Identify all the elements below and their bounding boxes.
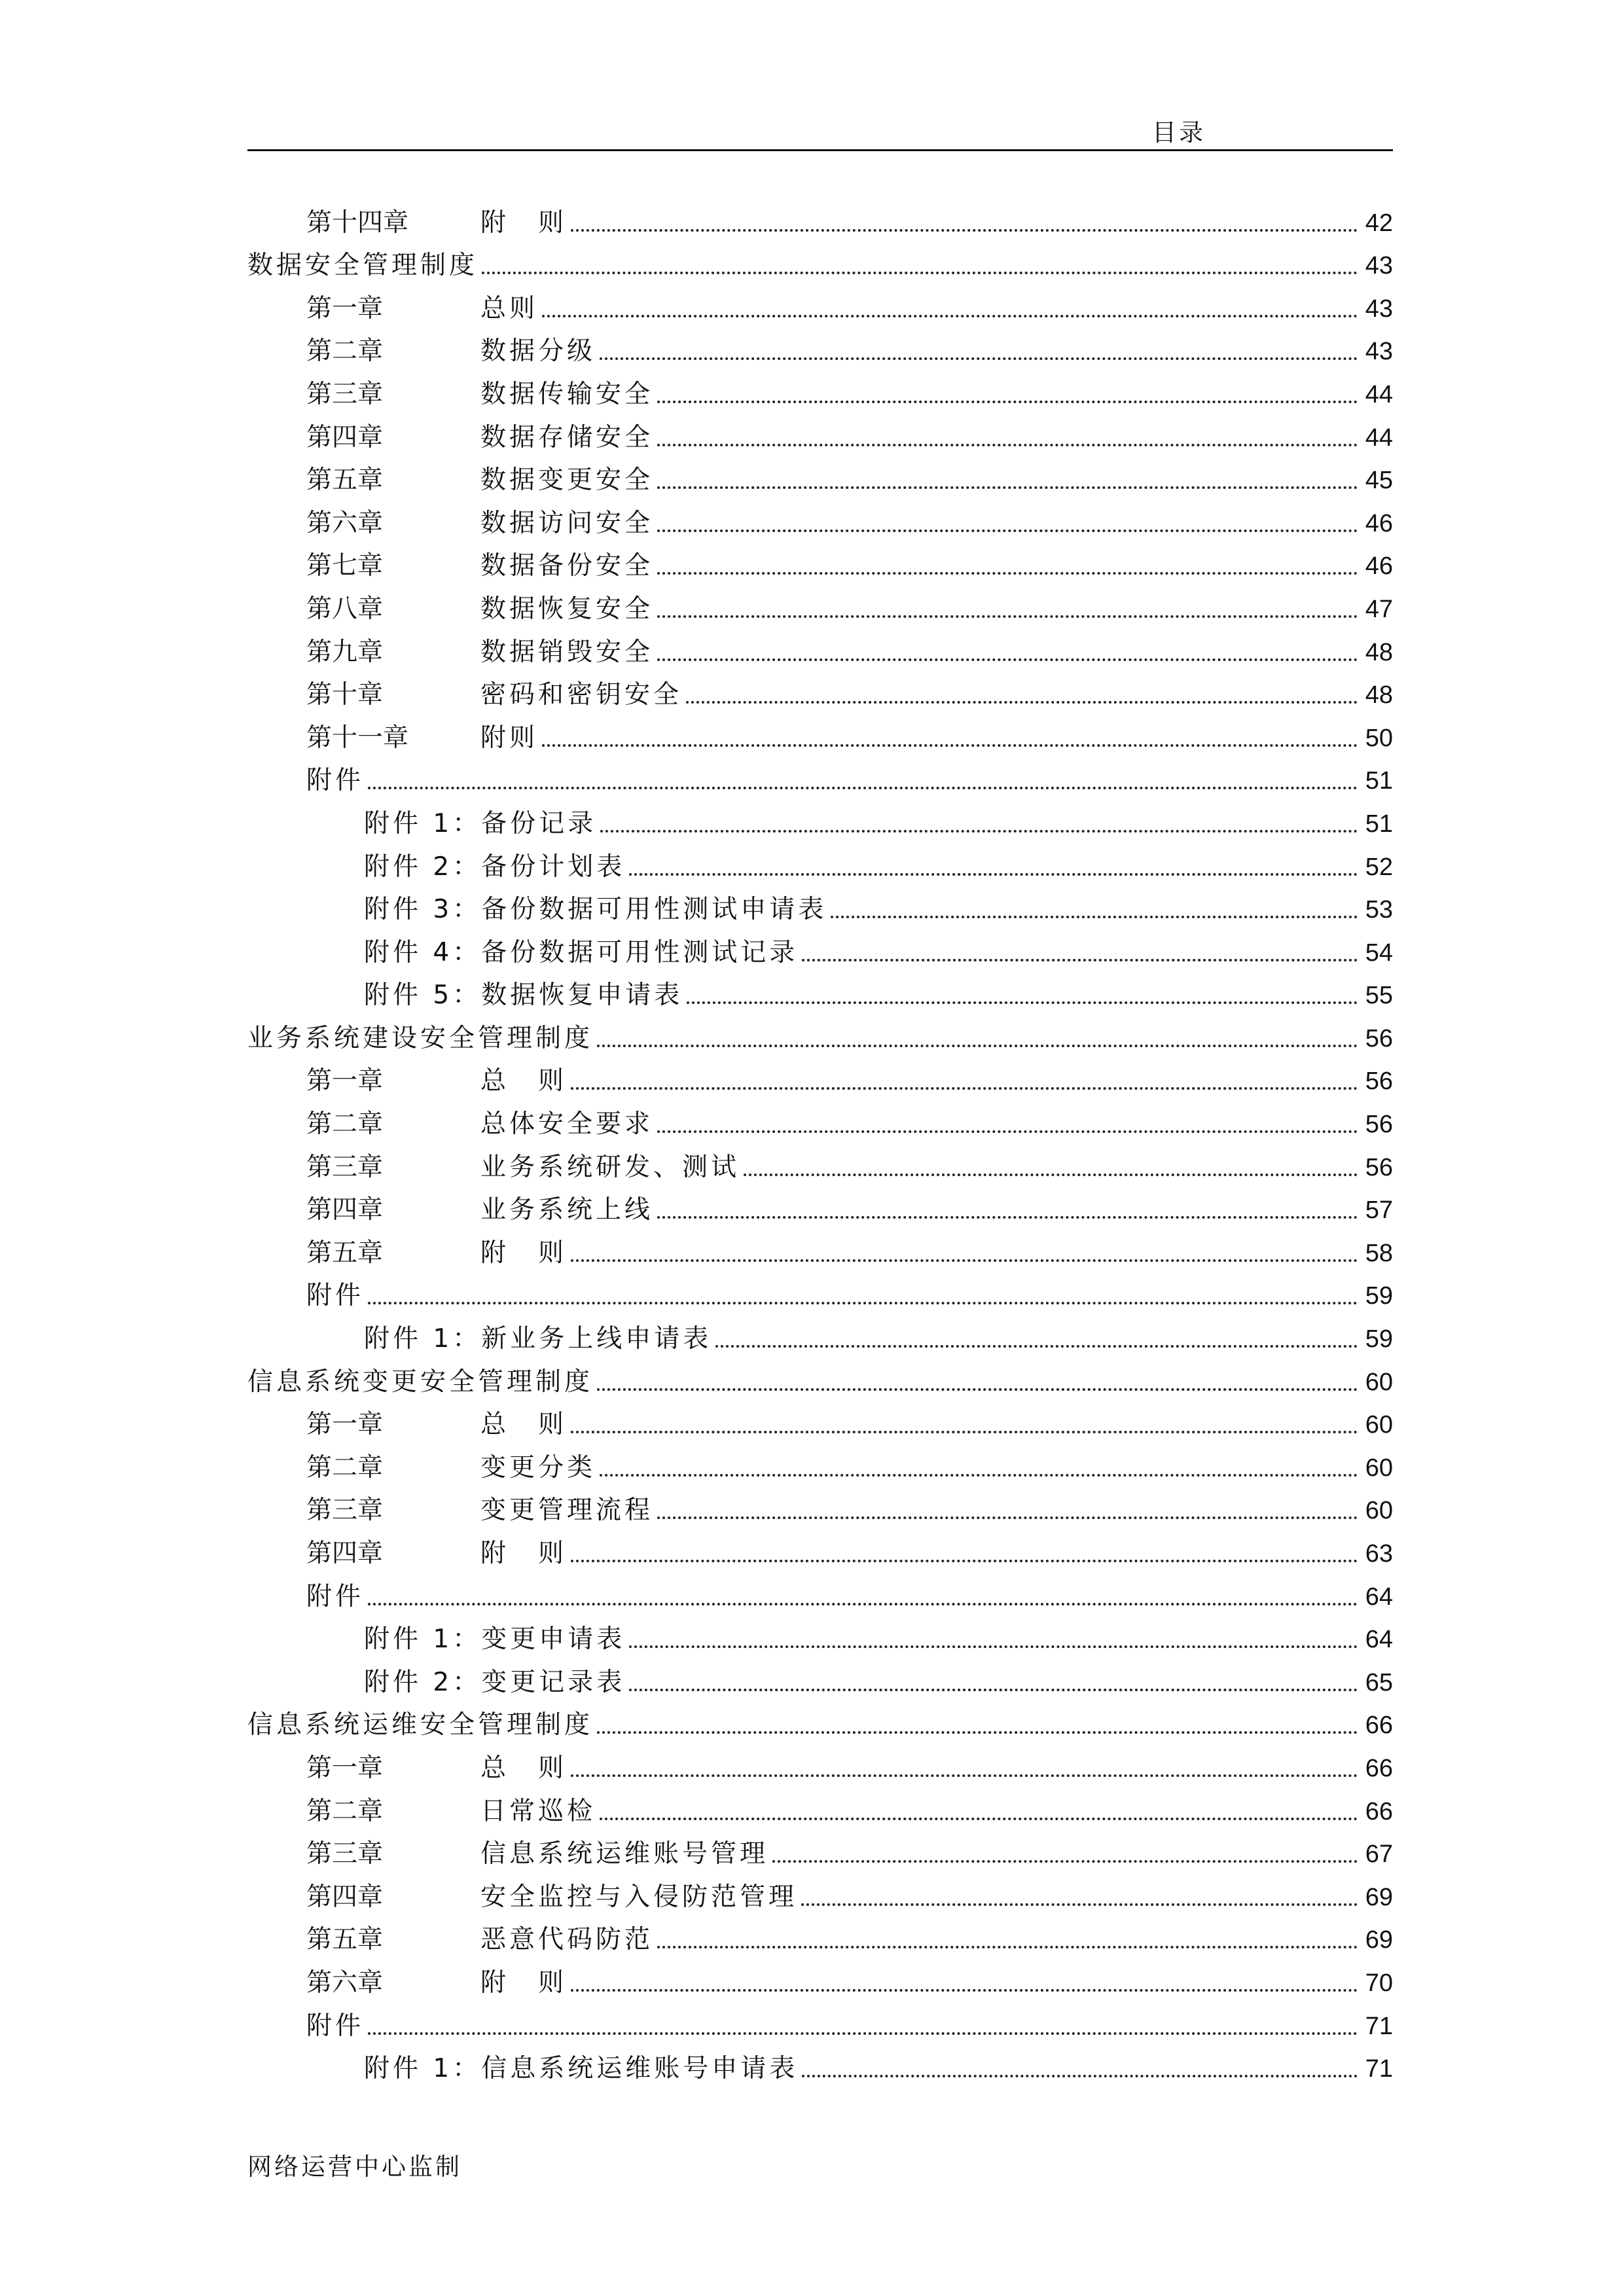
toc-entry[interactable] (247, 713, 1393, 756)
toc-entry-title: 数据销毁安全 (480, 637, 654, 667)
toc-entry[interactable] (247, 842, 1393, 885)
toc-entry-title: 业务系统上线 (480, 1195, 654, 1225)
toc-page-number: 64 (1365, 1583, 1393, 1611)
toc-entry-title: 数据变更安全 (480, 465, 654, 495)
toc-dot-leader (542, 315, 1358, 317)
toc-page-number: 56 (1365, 1024, 1393, 1052)
toc-entry-title: 数据存储安全 (480, 422, 654, 452)
toc-dot-leader (831, 916, 1358, 918)
toc-page-number: 66 (1365, 1754, 1393, 1782)
toc-entry-title: 数据分级 (480, 336, 596, 367)
toc-page-number: 43 (1365, 252, 1393, 280)
toc-entry-title: 密码和密钥安全 (480, 680, 683, 710)
toc-dot-leader (571, 1774, 1358, 1777)
toc-dot-leader (571, 1259, 1358, 1262)
toc-chapter-number: 第十四章 (306, 207, 409, 238)
toc-page-number: 63 (1365, 1540, 1393, 1568)
toc-dot-leader (657, 1516, 1358, 1519)
toc-entry[interactable] (247, 1357, 1393, 1400)
toc-entry-label (364, 892, 827, 927)
toc-dot-leader (687, 1001, 1358, 1004)
toc-entry-label (364, 806, 596, 842)
toc-page-number: 43 (1365, 295, 1393, 323)
toc-entry-label (306, 548, 653, 584)
toc-dot-leader (571, 1431, 1358, 1433)
toc-entry-title: 附则 (480, 723, 539, 753)
toc-entry[interactable] (247, 412, 1393, 456)
toc-entry-title: 数据备份安全 (480, 551, 654, 581)
toc-entry-label (306, 291, 538, 327)
toc-entry-title: 业务系统研发、测试 (480, 1152, 740, 1182)
toc-page-number: 59 (1365, 1282, 1393, 1310)
toc-entry[interactable] (247, 498, 1393, 541)
toc-entry-label (306, 1450, 596, 1486)
toc-entry-title: 附件 3：备份数据可用性测试申请表 (364, 895, 827, 925)
toc-entry-title: 恶意代码防范 (480, 1925, 654, 1955)
toc-chapter-number: 第五章 (306, 1238, 384, 1268)
toc-dot-leader (802, 959, 1358, 961)
toc-entry-label (364, 978, 683, 1013)
toc-page-number: 65 (1365, 1668, 1393, 1696)
toc-page-number: 69 (1365, 1883, 1393, 1911)
toc-dot-leader (571, 1087, 1358, 1090)
toc-entry-label (306, 763, 364, 798)
toc-entry-label (306, 1493, 653, 1528)
toc-entry-title: 附件 2：变更记录表 (364, 1667, 626, 1697)
toc-entry-title: 附件 (306, 766, 365, 796)
toc-chapter-number: 第二章 (306, 336, 384, 367)
toc-chapter-number: 第一章 (306, 1410, 384, 1440)
toc-entry-label (306, 420, 653, 456)
toc-entry[interactable] (247, 1958, 1393, 2001)
toc-entry-title: 总体安全要求 (480, 1109, 654, 1139)
toc-dot-leader (629, 873, 1358, 876)
toc-chapter-number: 第六章 (306, 1967, 384, 1998)
toc-entry-label (306, 1193, 653, 1228)
toc-entry[interactable] (247, 241, 1393, 284)
toc-chapter-number: 第四章 (306, 1539, 384, 1568)
toc-dot-leader (368, 787, 1358, 789)
toc-entry-label (306, 1794, 596, 1829)
toc-entry-title: 数据恢复安全 (480, 594, 654, 624)
toc-entry-label (306, 206, 567, 241)
toc-entry-title: 安全监控与入侵防范管理 (480, 1882, 798, 1912)
toc-page-number: 69 (1365, 1926, 1393, 1954)
toc-entry-title: 附件 (306, 1581, 365, 1611)
toc-dot-leader (657, 444, 1358, 446)
toc-entry-title: 数据安全管理制度 (247, 251, 478, 281)
toc-chapter-number: 第七章 (306, 551, 384, 581)
toc-entry[interactable] (247, 541, 1393, 584)
toc-entry-title: 附 则 (480, 1967, 568, 1998)
toc-page-number: 52 (1365, 853, 1393, 881)
toc-entry[interactable] (247, 1314, 1393, 1357)
toc-entry-label (364, 850, 625, 885)
table-of-contents (247, 198, 1393, 2087)
toc-entry[interactable] (247, 1228, 1393, 1271)
toc-entry-label (306, 377, 653, 412)
toc-entry[interactable] (247, 2001, 1393, 2044)
toc-entry-title: 附件 1：新业务上线申请表 (364, 1324, 712, 1354)
toc-dot-leader (368, 2032, 1358, 2035)
toc-entry-title: 总则 (480, 293, 539, 323)
toc-entry-title: 附件 1：信息系统运维账号申请表 (364, 2054, 799, 2084)
toc-page-number: 56 (1365, 1153, 1393, 1181)
toc-entry[interactable] (247, 1443, 1393, 1486)
toc-entry-label (306, 677, 682, 713)
toc-entry-label (306, 592, 653, 627)
toc-entry[interactable] (247, 584, 1393, 627)
toc-entry-label (364, 2051, 798, 2087)
toc-chapter-number: 第四章 (306, 1882, 384, 1912)
toc-entry[interactable] (247, 971, 1393, 1014)
toc-chapter-number: 第三章 (306, 1839, 384, 1869)
toc-page-number: 66 (1365, 1797, 1393, 1825)
toc-entry-title: 附件 (306, 1281, 365, 1311)
toc-page-number: 51 (1365, 767, 1393, 795)
toc-dot-leader (597, 1388, 1358, 1391)
toc-chapter-number: 第四章 (306, 422, 384, 452)
toc-dot-leader (657, 1216, 1358, 1219)
toc-entry[interactable] (247, 1142, 1393, 1185)
toc-dot-leader (657, 1130, 1358, 1133)
header-divider (247, 149, 1393, 151)
toc-page-number: 56 (1365, 1067, 1393, 1096)
toc-entry[interactable] (247, 198, 1393, 241)
toc-entry[interactable] (247, 1185, 1393, 1229)
toc-entry-title: 数据访问安全 (480, 508, 654, 538)
toc-entry-label (306, 1965, 567, 2001)
toc-page-number: 55 (1365, 982, 1393, 1010)
toc-chapter-number: 第五章 (306, 1925, 384, 1955)
toc-dot-leader (597, 1731, 1358, 1734)
toc-entry[interactable] (247, 2044, 1393, 2087)
toc-chapter-number: 第三章 (306, 1496, 384, 1526)
toc-page-number: 53 (1365, 896, 1393, 924)
toc-page-number: 60 (1365, 1454, 1393, 1482)
toc-page-number: 43 (1365, 338, 1393, 366)
toc-entry[interactable] (247, 756, 1393, 799)
toc-entry-label (306, 721, 538, 756)
toc-entry[interactable] (247, 627, 1393, 670)
toc-dot-leader (482, 272, 1358, 274)
toc-entry[interactable] (247, 1400, 1393, 1443)
toc-page-number: 60 (1365, 1368, 1393, 1396)
toc-dot-leader (368, 1302, 1358, 1304)
toc-dot-leader (629, 1689, 1358, 1691)
page-header-title: 目录 (1152, 118, 1206, 147)
toc-entry-title: 总 则 (480, 1753, 568, 1783)
toc-entry-title: 附件 1：变更申请表 (364, 1624, 626, 1655)
toc-page-number: 64 (1365, 1626, 1393, 1654)
toc-dot-leader (657, 401, 1358, 403)
toc-entry-title: 附件 (306, 2011, 365, 2041)
toc-page-number: 45 (1365, 467, 1393, 495)
toc-entry-title: 总 则 (480, 1066, 568, 1096)
toc-entry-label (306, 1579, 364, 1615)
toc-chapter-number: 第三章 (306, 379, 384, 409)
toc-entry[interactable] (247, 670, 1393, 713)
toc-chapter-number: 第六章 (306, 508, 384, 538)
toc-dot-leader (571, 1560, 1358, 1562)
toc-page-number: 60 (1365, 1411, 1393, 1439)
toc-chapter-number: 第三章 (306, 1152, 384, 1182)
toc-entry-label (306, 1150, 740, 1185)
toc-entry-label (247, 1708, 593, 1743)
toc-chapter-number: 第一章 (306, 1066, 384, 1096)
toc-dot-leader (657, 658, 1358, 661)
toc-entry-title: 变更管理流程 (480, 1496, 654, 1526)
toc-entry-title: 附件 1：备份记录 (364, 808, 597, 838)
toc-page-number: 42 (1365, 209, 1393, 237)
toc-page-number: 54 (1365, 939, 1393, 967)
toc-entry[interactable] (247, 1615, 1393, 1658)
toc-page-number: 57 (1365, 1196, 1393, 1225)
toc-dot-leader (600, 830, 1358, 833)
toc-entry-label (306, 1107, 653, 1142)
toc-dot-leader (657, 529, 1358, 532)
toc-entry[interactable] (247, 1872, 1393, 1915)
toc-entry[interactable] (247, 1829, 1393, 1873)
toc-chapter-number: 第二章 (306, 1109, 384, 1139)
toc-entry-title: 附件 2：备份计划表 (364, 852, 626, 882)
toc-entry-title: 附 则 (480, 1238, 568, 1268)
toc-entry-title: 数据传输安全 (480, 379, 654, 409)
toc-entry-title: 附 则 (480, 207, 568, 238)
toc-entry[interactable] (247, 369, 1393, 412)
toc-entry-label (306, 506, 653, 541)
toc-entry-title: 附件 5：数据恢复申请表 (364, 980, 683, 1011)
toc-chapter-number: 第一章 (306, 293, 384, 323)
toc-entry-title: 业务系统建设安全管理制度 (247, 1023, 594, 1053)
toc-entry[interactable] (247, 1099, 1393, 1142)
toc-entry[interactable] (247, 1700, 1393, 1744)
toc-page-number: 48 (1365, 681, 1393, 709)
toc-dot-leader (571, 229, 1358, 232)
toc-entry-title: 总 则 (480, 1410, 568, 1440)
toc-dot-leader (686, 701, 1358, 704)
toc-entry-label (247, 1365, 593, 1400)
toc-chapter-number: 第二章 (306, 1796, 384, 1826)
toc-page-number: 50 (1365, 724, 1393, 752)
toc-dot-leader (801, 1903, 1358, 1906)
toc-dot-leader (600, 1818, 1358, 1820)
toc-chapter-number: 第十章 (306, 680, 384, 710)
toc-page-number: 71 (1365, 2055, 1393, 2083)
toc-entry-title: 信息系统运维安全管理制度 (247, 1710, 594, 1740)
toc-entry-title: 信息系统变更安全管理制度 (247, 1367, 594, 1397)
toc-entry-label (306, 635, 653, 670)
toc-entry[interactable] (247, 798, 1393, 842)
toc-entry[interactable] (247, 1056, 1393, 1100)
toc-entry-label (306, 1922, 653, 1958)
toc-entry-label (306, 1880, 797, 1915)
toc-entry-title: 变更分类 (480, 1452, 596, 1482)
toc-entry[interactable] (247, 1486, 1393, 1529)
toc-page-number: 58 (1365, 1239, 1393, 1267)
toc-entry-label (306, 2009, 364, 2044)
toc-dot-leader (715, 1345, 1358, 1348)
toc-entry-title: 信息系统运维账号管理 (480, 1839, 769, 1869)
toc-entry-label (247, 248, 478, 283)
toc-dot-leader (657, 572, 1358, 575)
toc-entry-title: 附件 4：备份数据可用性测试记录 (364, 937, 799, 967)
toc-entry[interactable] (247, 885, 1393, 928)
toc-page-number: 66 (1365, 1712, 1393, 1740)
toc-entry[interactable] (247, 1657, 1393, 1700)
toc-entry[interactable] (247, 1743, 1393, 1786)
toc-page-number: 60 (1365, 1497, 1393, 1525)
toc-page-number: 51 (1365, 810, 1393, 838)
toc-dot-leader (368, 1603, 1358, 1605)
toc-entry-label (306, 334, 596, 369)
toc-dot-leader (657, 1946, 1358, 1948)
toc-dot-leader (600, 357, 1358, 360)
page-footer: 网络运营中心监制 (247, 2153, 462, 2181)
toc-page-number: 67 (1365, 1840, 1393, 1869)
toc-chapter-number: 第九章 (306, 637, 384, 667)
toc-entry-label (364, 1622, 625, 1657)
toc-entry-label (306, 1278, 364, 1314)
toc-entry-title: 日常巡检 (480, 1796, 596, 1826)
toc-entry-label (364, 1665, 625, 1700)
toc-page-number: 59 (1365, 1325, 1393, 1354)
toc-entry[interactable] (247, 927, 1393, 971)
toc-dot-leader (571, 1989, 1358, 1992)
toc-dot-leader (657, 615, 1358, 618)
toc-page-number: 71 (1365, 2012, 1393, 2040)
toc-chapter-number: 第十一章 (306, 723, 409, 753)
toc-entry-label (306, 1536, 567, 1571)
toc-page-number: 48 (1365, 638, 1393, 666)
toc-entry-label (306, 1751, 567, 1786)
toc-chapter-number: 第八章 (306, 594, 384, 624)
toc-dot-leader (657, 486, 1358, 489)
toc-entry[interactable] (247, 1571, 1393, 1615)
toc-page-number: 46 (1365, 552, 1393, 581)
toc-entry-label (247, 1021, 593, 1056)
toc-entry-label (306, 463, 653, 498)
toc-dot-leader (772, 1860, 1358, 1863)
toc-chapter-number: 第五章 (306, 465, 384, 495)
toc-entry[interactable] (247, 456, 1393, 499)
toc-entry[interactable] (247, 1786, 1393, 1829)
toc-entry[interactable] (247, 1271, 1393, 1314)
toc-chapter-number: 第一章 (306, 1753, 384, 1783)
toc-entry-title: 附 则 (480, 1539, 568, 1568)
toc-entry-label (306, 1407, 567, 1443)
toc-chapter-number: 第四章 (306, 1195, 384, 1225)
toc-entry[interactable] (247, 1528, 1393, 1571)
toc-page-number: 46 (1365, 509, 1393, 537)
toc-dot-leader (629, 1645, 1358, 1648)
toc-dot-leader (597, 1045, 1358, 1047)
toc-page-number: 44 (1365, 423, 1393, 452)
toc-entry[interactable] (247, 283, 1393, 327)
toc-entry-label (306, 1064, 567, 1099)
toc-page-number: 56 (1365, 1111, 1393, 1139)
toc-entry-label (364, 1321, 712, 1357)
toc-dot-leader (600, 1474, 1358, 1477)
toc-dot-leader (802, 2075, 1358, 2077)
toc-entry-label (306, 1837, 768, 1872)
toc-page-number: 47 (1365, 595, 1393, 623)
toc-page-number: 70 (1365, 1969, 1393, 1997)
toc-entry[interactable] (247, 327, 1393, 370)
toc-entry[interactable] (247, 1915, 1393, 1958)
toc-dot-leader (542, 744, 1358, 747)
toc-chapter-number: 第二章 (306, 1452, 384, 1482)
toc-entry-label (364, 935, 798, 971)
toc-entry-label (306, 1236, 567, 1271)
toc-page-number: 44 (1365, 380, 1393, 408)
toc-entry[interactable] (247, 1013, 1393, 1056)
toc-dot-leader (744, 1174, 1358, 1176)
